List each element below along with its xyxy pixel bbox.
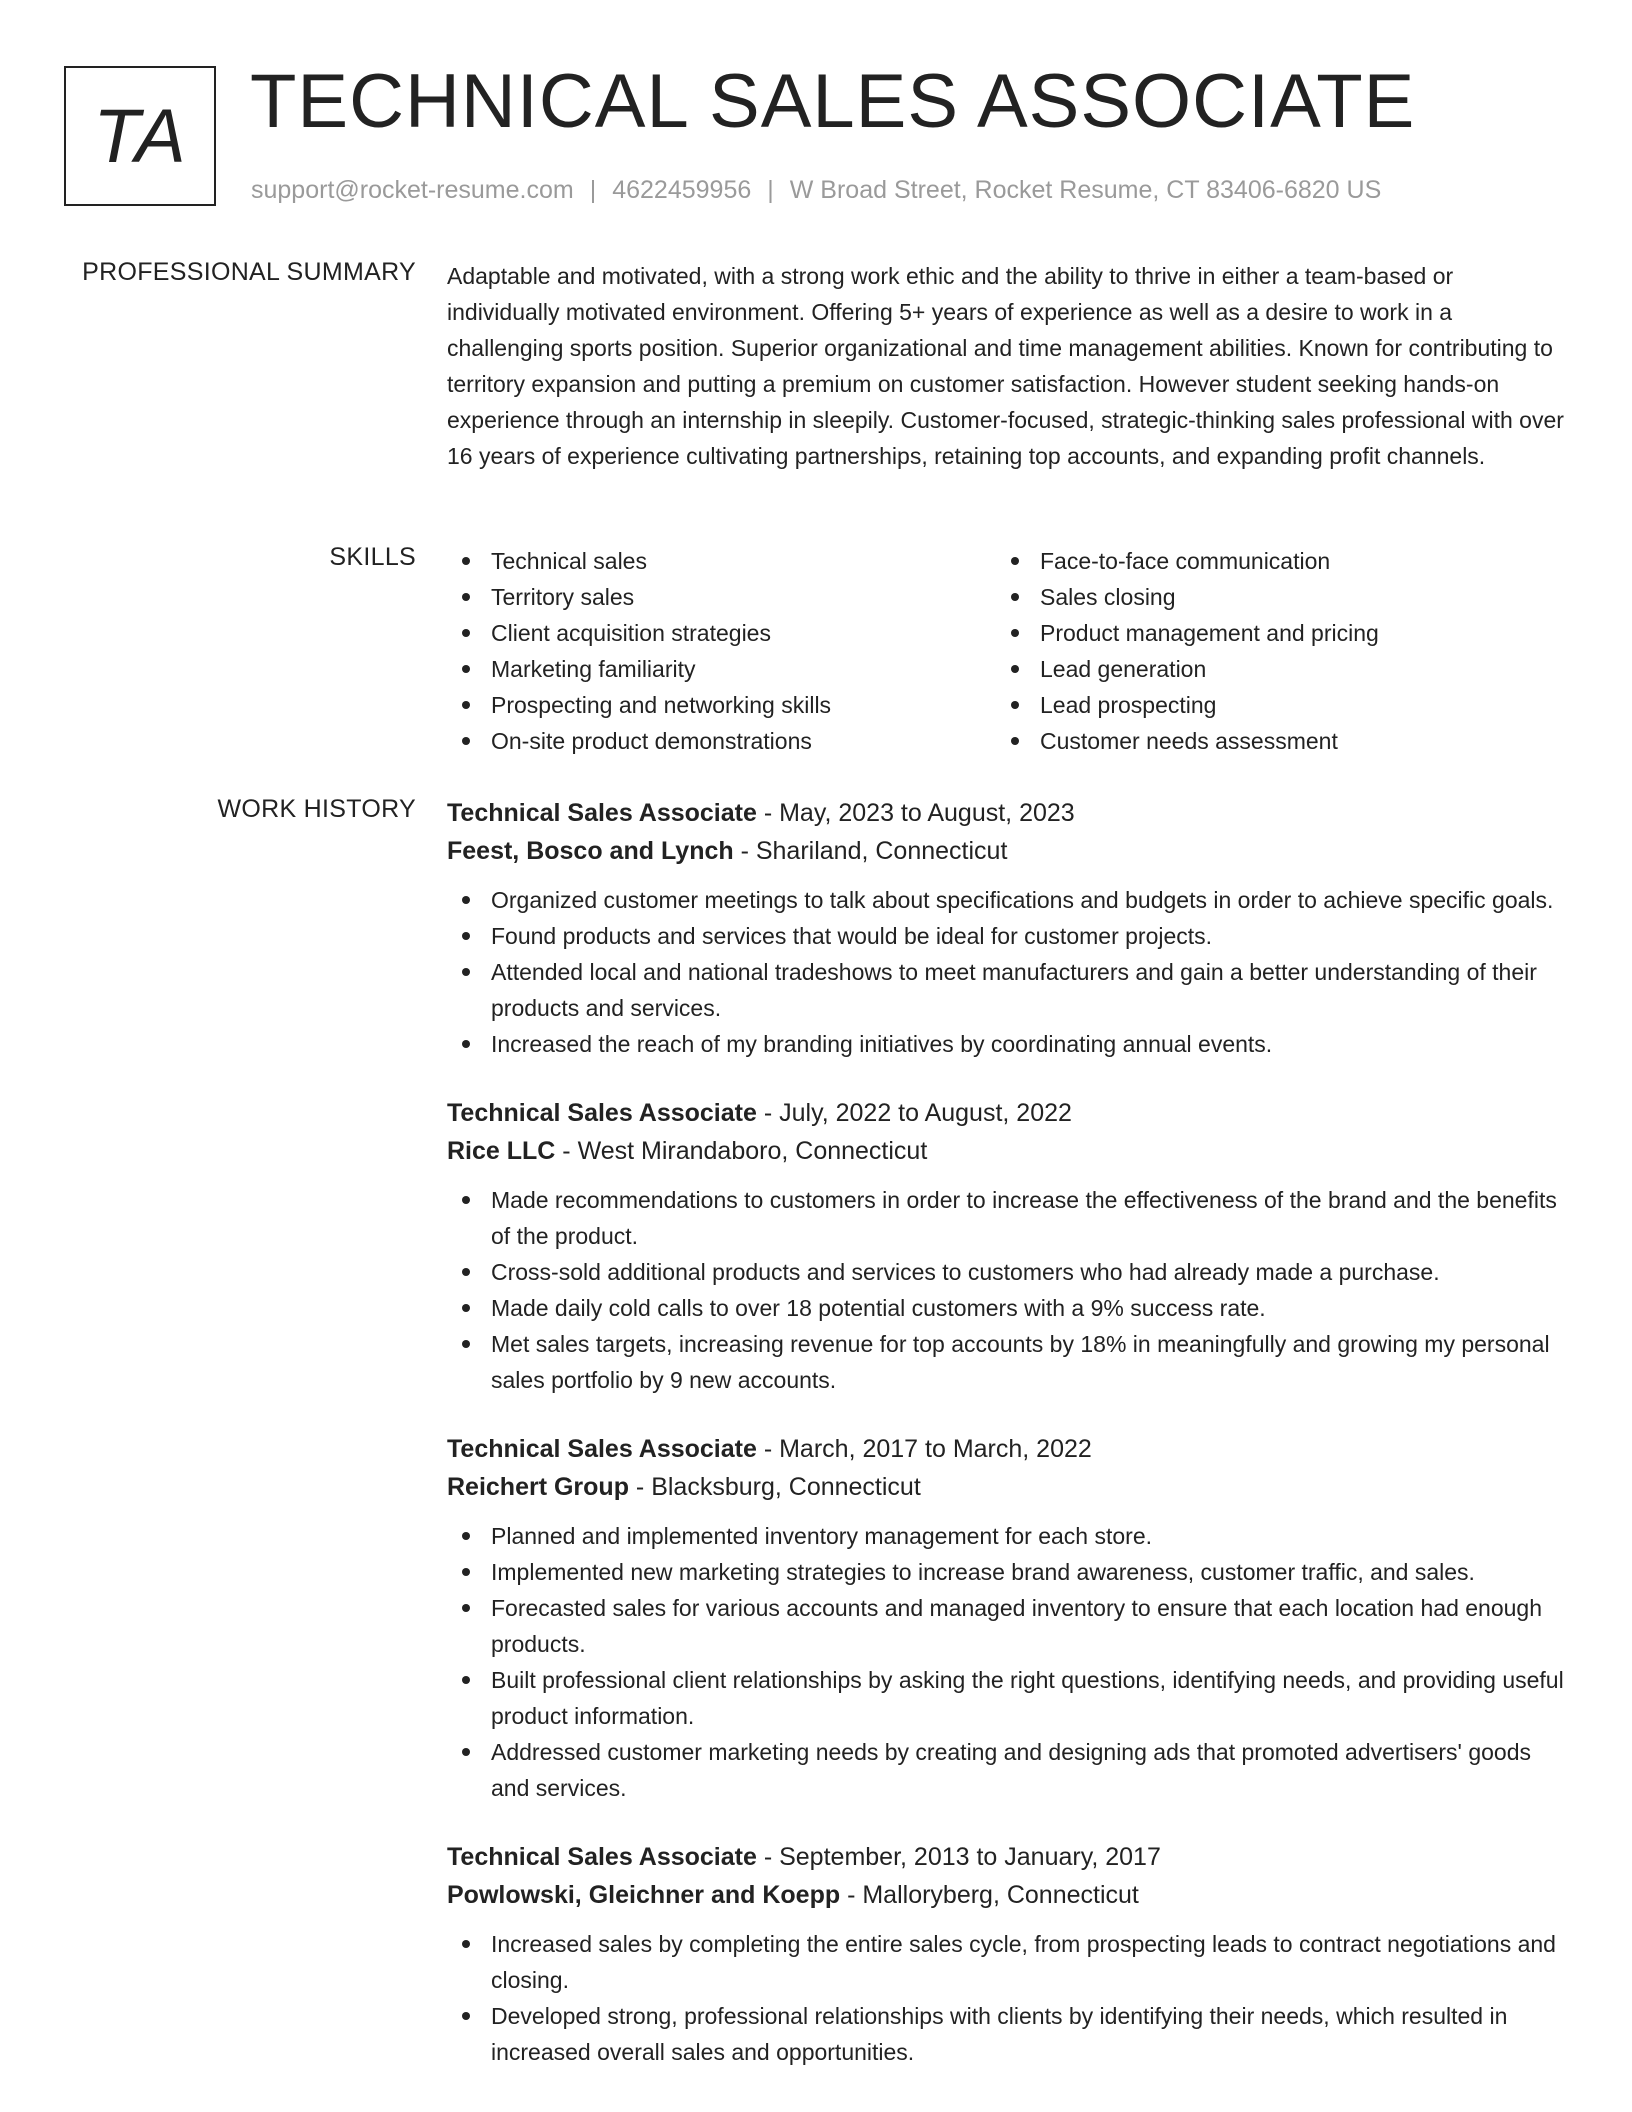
job-location: - Shariland, Connecticut <box>733 837 1008 865</box>
section-label-skills: SKILLS <box>329 543 416 571</box>
job-bullet <box>447 1662 1565 1734</box>
bullet-icon <box>462 737 470 745</box>
job-bullets <box>447 882 1565 1062</box>
skill-item <box>447 543 996 579</box>
job-company: Powlowski, Gleichner and Koepp <box>447 1881 841 1909</box>
job-company-line <box>447 1876 1565 1914</box>
bullet-icon <box>462 968 470 976</box>
job-bullet-text: Cross-sold additional products and services to customers who had already made a purchase. <box>491 1259 1440 1285</box>
job-bullet-text: Built professional client relationships by asking the right questions, identifying needs, and providing useful product information. <box>491 1667 1564 1729</box>
job-title: Technical Sales Associate <box>447 1843 757 1871</box>
bullet-icon <box>462 1268 470 1276</box>
section-label-summary: PROFESSIONAL SUMMARY <box>82 258 416 286</box>
skill-item-text: Sales closing <box>1040 584 1176 610</box>
job-dates: - July, 2022 to August, 2022 <box>756 1099 1072 1127</box>
job-title: Technical Sales Associate <box>447 1099 757 1127</box>
bullet-icon <box>1011 593 1019 601</box>
job-bullets <box>447 1518 1565 1806</box>
bullet-icon <box>1011 665 1019 673</box>
skill-item-text: Prospecting and networking skills <box>491 692 832 718</box>
skill-item <box>996 615 1545 651</box>
job-bullet <box>447 1182 1565 1254</box>
resume-title: TECHNICAL SALES ASSOCIATE <box>250 59 1416 144</box>
skills-section <box>447 543 1565 759</box>
skill-item-text: Marketing familiarity <box>491 656 696 682</box>
job-bullet <box>447 1326 1565 1398</box>
job-title-line <box>447 1094 1565 1132</box>
job-entry <box>447 1430 1565 1806</box>
skill-item-text: Lead generation <box>1040 656 1207 682</box>
job-bullet-text: Planned and implemented inventory management for each store. <box>491 1523 1153 1549</box>
job-dates: - May, 2023 to August, 2023 <box>756 799 1075 827</box>
skill-item <box>447 723 996 759</box>
skill-item-text: Lead prospecting <box>1040 692 1217 718</box>
skill-item <box>996 579 1545 615</box>
bullet-icon <box>462 1604 470 1612</box>
skill-item <box>996 687 1545 723</box>
skill-item-text: Face-to-face communication <box>1040 548 1331 574</box>
summary-text: Adaptable and motivated, with a strong work ethic and the ability to thrive in either a team-based or individually motivated environment. Offering 5+ years of experience as well as a desire to work in a challenging sports position. Superior organizational and time management abilities. Known for contributing to territory expansion and putting a premium on customer satisfaction. However student seeking hands-on experience through an internship in sleepily. Customer-focused, strategic-thinking sales professional with over 16 years of experience cultivating partnerships, retaining top accounts, and expanding profit channels. <box>447 263 1564 469</box>
bullet-icon <box>462 1676 470 1684</box>
skills-list-left <box>447 543 996 759</box>
skills-list-right <box>996 543 1545 759</box>
contact-separator: | <box>767 176 774 204</box>
job-bullet-text: Organized customer meetings to talk about specifications and budgets in order to achieve specific goals. <box>491 887 1554 913</box>
bullet-icon <box>462 2012 470 2020</box>
skills-columns <box>447 543 1565 759</box>
monogram-box <box>64 66 216 206</box>
skill-item-text: Client acquisition strategies <box>491 620 771 646</box>
job-entry <box>447 1094 1565 1398</box>
job-bullet-text: Increased sales by completing the entire sales cycle, from prospecting leads to contract negotiations and closing. <box>491 1931 1556 1993</box>
section-label-work-history: WORK HISTORY <box>217 795 416 823</box>
job-bullet <box>447 1254 1565 1290</box>
skill-item-text: Customer needs assessment <box>1040 728 1338 754</box>
job-bullet <box>447 1518 1565 1554</box>
job-bullet-text: Addressed customer marketing needs by creating and designing ads that promoted advertisers' goods and services. <box>491 1739 1531 1801</box>
bullet-icon <box>462 665 470 673</box>
job-company: Feest, Bosco and Lynch <box>447 837 734 865</box>
contact-line <box>251 174 1381 206</box>
bullet-icon <box>462 1568 470 1576</box>
monogram-initials: TA <box>93 93 187 179</box>
bullet-icon <box>462 593 470 601</box>
job-location: - West Mirandaboro, Connecticut <box>555 1137 928 1165</box>
skill-item-text: Technical sales <box>491 548 647 574</box>
job-title-line <box>447 1430 1565 1468</box>
job-bullet-text: Attended local and national tradeshows to meet manufacturers and gain a better understanding of their products and services. <box>491 959 1537 1021</box>
bullet-icon <box>462 896 470 904</box>
contact-separator: | <box>589 176 597 204</box>
job-location: - Blacksburg, Connecticut <box>628 1473 921 1501</box>
bullet-icon <box>462 701 470 709</box>
summary-section <box>447 258 1565 474</box>
skill-item <box>996 651 1545 687</box>
job-company-line <box>447 1132 1565 1170</box>
job-bullet-text: Implemented new marketing strategies to increase brand awareness, customer traffic, and sales. <box>491 1559 1475 1585</box>
contact-phone: 4622459956 <box>612 176 752 204</box>
bullet-icon <box>462 1940 470 1948</box>
contact-address: W Broad Street, Rocket Resume, CT 83406-6820 US <box>789 176 1382 204</box>
bullet-icon <box>462 1340 470 1348</box>
job-bullet <box>447 1998 1565 2070</box>
skill-item-text: Territory sales <box>491 584 635 610</box>
job-bullet <box>447 1926 1565 1998</box>
bullet-icon <box>462 932 470 940</box>
job-bullet <box>447 1290 1565 1326</box>
job-dates: - March, 2017 to March, 2022 <box>756 1435 1092 1463</box>
job-bullet-text: Found products and services that would be ideal for customer projects. <box>491 923 1213 949</box>
bullet-icon <box>462 1532 470 1540</box>
job-entry <box>447 1838 1565 2070</box>
contact-email: support@rocket-resume.com <box>251 176 574 204</box>
skill-item-text: Product management and pricing <box>1040 620 1379 646</box>
job-bullet-text: Developed strong, professional relationships with clients by identifying their needs, which resulted in increased overall sales and opportunities. <box>491 2003 1508 2065</box>
bullet-icon <box>462 1304 470 1312</box>
job-title: Technical Sales Associate <box>447 1435 757 1463</box>
job-bullet-text: Made recommendations to customers in order to increase the effectiveness of the brand and the benefits of the product. <box>491 1187 1557 1249</box>
job-bullet-text: Made daily cold calls to over 18 potential customers with a 9% success rate. <box>491 1295 1266 1321</box>
job-bullets <box>447 1926 1565 2070</box>
skill-item <box>996 543 1545 579</box>
job-company-line <box>447 832 1565 870</box>
job-bullet <box>447 1554 1565 1590</box>
job-location: - Malloryberg, Connecticut <box>840 1881 1139 1909</box>
bullet-icon <box>462 629 470 637</box>
work-history-section <box>447 794 1565 2102</box>
job-title-line <box>447 794 1565 832</box>
job-entry <box>447 794 1565 1062</box>
job-dates: - September, 2013 to January, 2017 <box>756 1843 1161 1871</box>
job-bullet <box>447 882 1565 918</box>
job-bullet <box>447 918 1565 954</box>
job-bullet <box>447 1734 1565 1806</box>
bullet-icon <box>462 1748 470 1756</box>
job-bullet <box>447 954 1565 1026</box>
skill-item <box>996 723 1545 759</box>
job-title-line <box>447 1838 1565 1876</box>
job-bullet <box>447 1026 1565 1062</box>
skill-item-text: On-site product demonstrations <box>491 728 812 754</box>
job-company: Reichert Group <box>447 1473 629 1501</box>
skill-item <box>447 651 996 687</box>
job-title: Technical Sales Associate <box>447 799 757 827</box>
job-bullet-text: Increased the reach of my branding initiatives by coordinating annual events. <box>491 1031 1273 1057</box>
skill-item <box>447 615 996 651</box>
bullet-icon <box>462 557 470 565</box>
job-company: Rice LLC <box>447 1137 556 1165</box>
job-company-line <box>447 1468 1565 1506</box>
bullet-icon <box>1011 737 1019 745</box>
bullet-icon <box>462 1196 470 1204</box>
job-bullets <box>447 1182 1565 1398</box>
job-bullet <box>447 1590 1565 1662</box>
job-bullet-text: Forecasted sales for various accounts and managed inventory to ensure that each location had enough products. <box>491 1595 1543 1657</box>
skill-item <box>447 579 996 615</box>
bullet-icon <box>1011 557 1019 565</box>
bullet-icon <box>462 1040 470 1048</box>
job-bullet-text: Met sales targets, increasing revenue for top accounts by 18% in meaningfully and growing my personal sales portfolio by 9 new accounts. <box>491 1331 1550 1393</box>
bullet-icon <box>1011 701 1019 709</box>
bullet-icon <box>1011 629 1019 637</box>
skill-item <box>447 687 996 723</box>
